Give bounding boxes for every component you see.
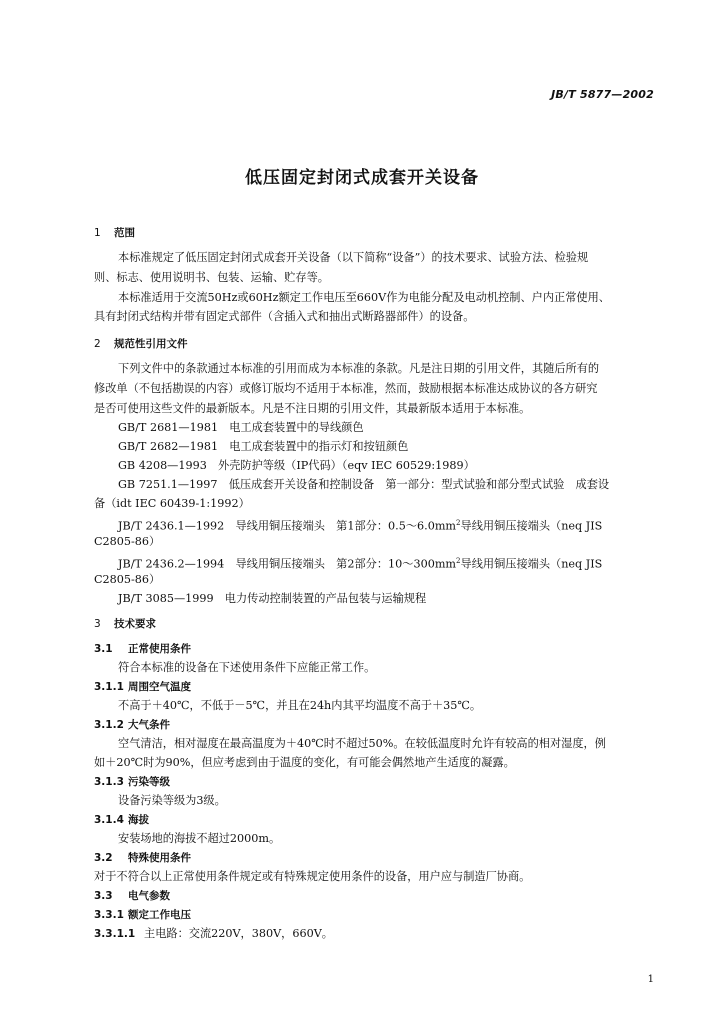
clause-3-3-1-1 xyxy=(94,927,333,941)
clause-number: 3.1.3 xyxy=(94,776,124,788)
reference-item-cont: C2805-86） xyxy=(94,573,161,586)
section-number: 3 xyxy=(94,618,101,630)
clause-3-1-4-heading xyxy=(94,813,149,827)
paragraph-line: 如＋20℃时为90%，但应考虑到由于温度的变化，有可能会偶然地产生适度的凝露。 xyxy=(94,756,515,769)
reference-item-cont: C2805-86） xyxy=(94,535,161,548)
clause-number: 3.3.1.1 xyxy=(94,928,136,940)
document-title: 低压固定封闭式成套开关设备 xyxy=(245,168,479,188)
section-title: 规范性引用文件 xyxy=(114,338,188,350)
reference-text: JB/T 2436.2—1994 导线用铜压接端头 第2部分：10～300mm xyxy=(118,557,457,571)
clause-number: 3.2 xyxy=(94,852,113,864)
clause-3-1-heading xyxy=(94,642,191,656)
reference-item-cont: 备（idt IEC 60439-1:1992） xyxy=(94,497,250,510)
clause-3-1-2-heading xyxy=(94,718,170,732)
clause-number: 3.1.2 xyxy=(94,719,124,731)
section-title: 技术要求 xyxy=(114,618,156,630)
section-3-heading xyxy=(94,617,156,631)
reference-item: GB 4208—1993 外壳防护等级（IP代码）（eqv IEC 60529:1989） xyxy=(118,459,475,472)
section-number: 2 xyxy=(94,338,101,350)
standard-code: JB/T 5877—2002 xyxy=(551,88,654,101)
section-2-heading xyxy=(94,337,188,351)
reference-text: 导线用铜压接端头（neq JIS xyxy=(460,519,603,533)
section-number: 1 xyxy=(94,227,101,239)
clause-3-3-heading xyxy=(94,889,170,903)
reference-item: GB 7251.1—1997 低压成套开关设备和控制设备 第一部分：型式试验和部分型式试验 成套设 xyxy=(118,478,610,491)
paragraph-line: 则、标志、使用说明书、包装、运输、贮存等。 xyxy=(94,271,329,284)
clause-number: 3.1.1 xyxy=(94,681,124,693)
clause-3-1-1-heading xyxy=(94,680,191,694)
paragraph-line: 设备污染等级为3级。 xyxy=(118,794,226,807)
paragraph-line: 具有封闭式结构并带有固定式部件（含插入式和抽出式断路器部件）的设备。 xyxy=(94,310,475,323)
superscript: 2 xyxy=(456,557,461,565)
clause-title: 特殊使用条件 xyxy=(128,852,191,864)
paragraph-line: 修改单（不包括勘误的内容）或修订版均不适用于本标准，然而，鼓励根据本标准达成协议的各方研究 xyxy=(94,382,598,395)
section-title: 范围 xyxy=(114,227,135,239)
clause-text: 主电路：交流220V，380V，660V。 xyxy=(144,927,333,940)
paragraph-line: 本标准规定了低压固定封闭式成套开关设备（以下简称“设备”）的技术要求、试验方法、检验规 xyxy=(118,251,589,264)
reference-text: JB/T 2436.1—1992 导线用铜压接端头 第1部分：0.5～6.0mm xyxy=(118,519,457,533)
paragraph-line: 本标准适用于交流50Hz或60Hz额定工作电压至660V作为电能分配及电动机控制、户内正常使用、 xyxy=(118,291,610,304)
clause-number: 3.3 xyxy=(94,890,113,902)
paragraph-line: 空气清洁，相对湿度在最高温度为＋40℃时不超过50%。在较低温度时允许有较高的相对湿度，例 xyxy=(118,737,606,750)
clause-3-3-1-heading xyxy=(94,908,191,922)
reference-item: JB/T 3085—1999 电力传动控制装置的产品包装与运输规程 xyxy=(118,592,427,605)
paragraph-line: 是否可使用这些文件的最新版本。凡是不注日期的引用文件，其最新版本适用于本标准。 xyxy=(94,402,531,415)
paragraph-line: 安装场地的海拔不超过2000m。 xyxy=(118,832,281,845)
reference-item xyxy=(118,516,602,534)
clause-number: 3.1 xyxy=(94,643,113,655)
clause-number: 3.3.1 xyxy=(94,909,124,921)
page-number: 1 xyxy=(647,974,654,985)
clause-title: 周围空气温度 xyxy=(128,681,191,693)
clause-title: 海拔 xyxy=(128,814,149,826)
paragraph-line: 不高于＋40℃，不低于－5℃，并且在24h内其平均温度不高于＋35℃。 xyxy=(118,699,482,712)
clause-title: 额定工作电压 xyxy=(128,909,191,921)
paragraph-line: 下列文件中的条款通过本标准的引用而成为本标准的条款。凡是注日期的引用文件，其随后所有的 xyxy=(118,362,600,375)
reference-item xyxy=(118,554,602,572)
reference-item: GB/T 2681—1981 电工成套装置中的导线颜色 xyxy=(118,421,364,434)
clause-title: 污染等级 xyxy=(128,776,170,788)
reference-text: 导线用铜压接端头（neq JIS xyxy=(460,557,603,571)
superscript: 2 xyxy=(456,519,461,527)
section-1-heading xyxy=(94,226,135,240)
clause-title: 大气条件 xyxy=(128,719,170,731)
reference-item: GB/T 2682—1981 电工成套装置中的指示灯和按钮颜色 xyxy=(118,440,409,453)
paragraph-line: 对于不符合以上正常使用条件规定或有特殊规定使用条件的设备，用户应与制造厂协商。 xyxy=(94,870,531,883)
clause-title: 电气参数 xyxy=(128,890,170,902)
clause-title: 正常使用条件 xyxy=(128,643,191,655)
clause-3-1-3-heading xyxy=(94,775,170,789)
clause-number: 3.1.4 xyxy=(94,814,124,826)
paragraph-line: 符合本标准的设备在下述使用条件下应能正常工作。 xyxy=(118,661,376,674)
clause-3-2-heading xyxy=(94,851,191,865)
